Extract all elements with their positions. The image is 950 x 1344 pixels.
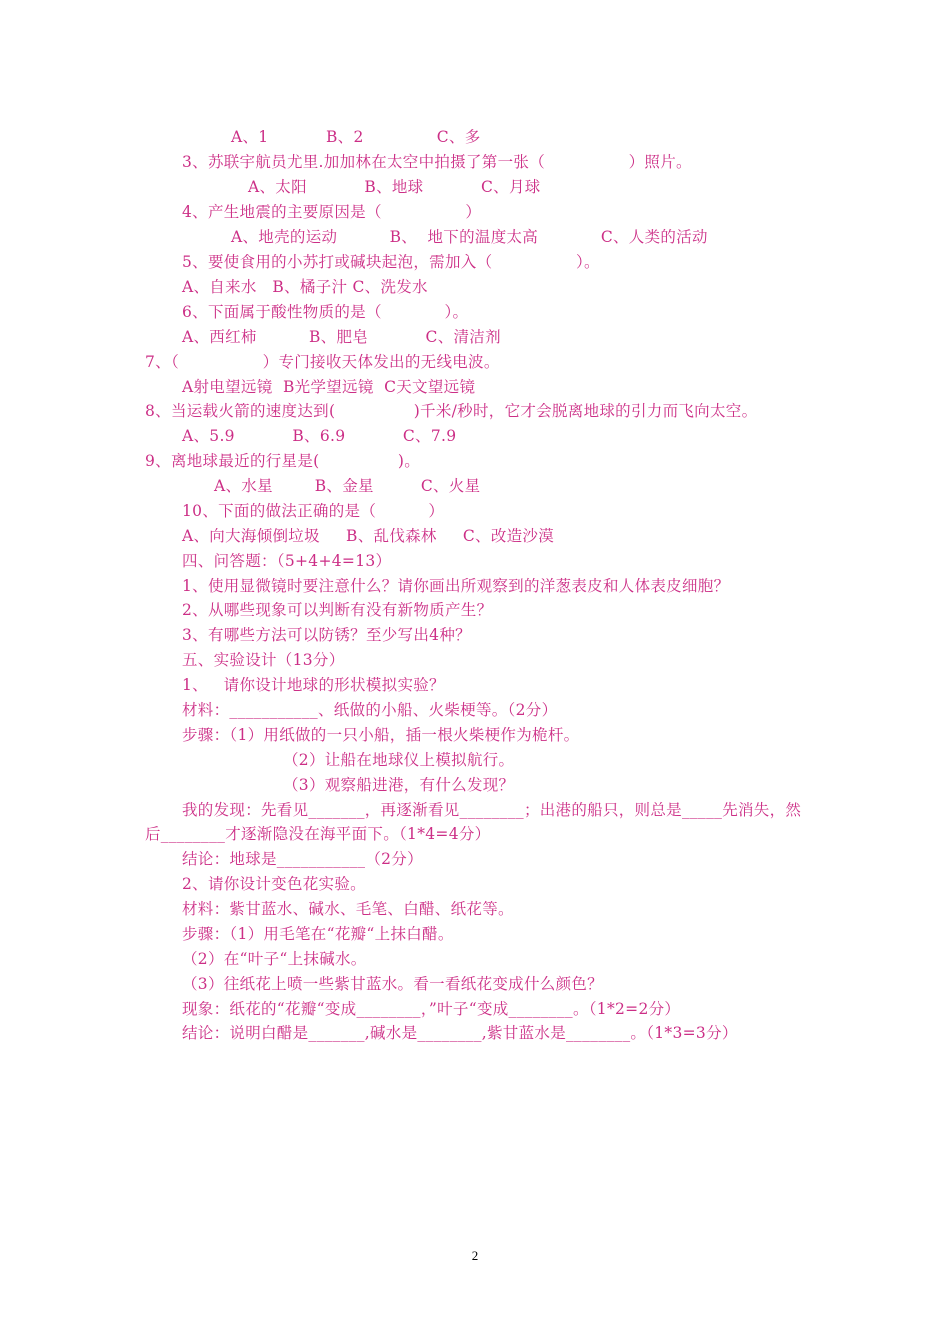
- q6-options: A、西红柿 B、肥皂 C、清洁剂: [182, 328, 501, 346]
- section-5-heading: 五、实验设计（13分）: [182, 651, 345, 669]
- question-6: 6、下面属于酸性物质的是（ ）。: [182, 303, 469, 321]
- q2-options: A、1 B、2 C、多: [231, 128, 481, 146]
- experiment-1-step-1: 步骤：（1）用纸做的一只小船，插一根火柴梗作为桅杆。: [182, 726, 580, 744]
- experiment-1-findings: 我的发现：先看见_______，再逐渐看见________；出港的船只，则总是_____先消失，然: [182, 801, 802, 819]
- question-9: 9、离地球最近的行星是( )。: [145, 452, 421, 470]
- qa-question-3: 3、有哪些方法可以防锈？至少写出4种？: [182, 626, 471, 644]
- experiment-1-materials: 材料：___________、纸做的小船、火柴梗等。（2分）: [182, 701, 558, 719]
- question-5: 5、要使食用的小苏打或碱块起泡，需加入（ ）。: [182, 253, 600, 271]
- experiment-1-findings-cont: 后________才逐渐隐没在海平面下。（1*4=4分）: [145, 825, 491, 843]
- section-4-heading: 四、问答题：（5+4+4=13）: [182, 552, 392, 570]
- question-4: 4、产生地震的主要原因是（ ）: [182, 203, 482, 221]
- q3-options: A、太阳 B、地球 C、月球: [248, 178, 541, 196]
- q8-options: A、5.9 B、6.9 C、7.9: [182, 427, 457, 445]
- q4-options: A、地壳的运动 B、 地下的温度太高 C、人类的活动: [231, 228, 708, 246]
- experiment-2-title: 2、请你设计变色花实验。: [182, 875, 366, 893]
- question-10: 10、下面的做法正确的是（ ）: [182, 502, 445, 520]
- experiment-2-step-3: （3）往纸花上喷一些紫甘蓝水。看一看纸花变成什么颜色？: [182, 975, 603, 993]
- q5-options: A、自来水 B、橘子汁 C、洗发水: [182, 278, 428, 296]
- experiment-2-step-1: 步骤：（1）用毛笔在“花瓣“上抹白醋。: [182, 925, 454, 943]
- experiment-1-conclusion: 结论：地球是___________（2分）: [182, 850, 423, 868]
- qa-question-1: 1、使用显微镜时要注意什么？请你画出所观察到的洋葱表皮和人体表皮细胞？: [182, 577, 730, 595]
- experiment-1-title: 1、 请你设计地球的形状模拟实验？: [182, 676, 445, 694]
- experiment-2-materials: 材料：紫甘蓝水、碱水、毛笔、白醋、纸花等。: [182, 900, 514, 918]
- experiment-2-phenomenon: 现象：纸花的“花瓣“变成________，”叶子“变成________。（1*2=2分）: [182, 1000, 681, 1018]
- experiment-2-step-2: （2）在“叶子“上抹碱水。: [182, 950, 367, 968]
- q9-options: A、水星 B、金星 C、火星: [214, 477, 481, 495]
- q10-options: A、向大海倾倒垃圾 B、乱伐森林 C、改造沙漠: [182, 527, 555, 545]
- question-3: 3、苏联宇航员尤里.加加林在太空中拍摄了第一张（ ）照片。: [182, 153, 692, 171]
- experiment-1-step-3: （3）观察船进港，有什么发现？: [283, 776, 515, 794]
- question-8: 8、当运载火箭的速度达到( )千米/秒时，它才会脱离地球的引力而飞向太空。: [145, 402, 758, 420]
- experiment-2-conclusion: 结论：说明白醋是_______,碱水是________,紫甘蓝水是________。（1*3=3分）: [182, 1024, 738, 1042]
- q7-options: A射电望远镜 B光学望远镜 C天文望远镜: [182, 378, 476, 396]
- question-7: 7、（ ）专门接收天体发出的无线电波。: [145, 353, 500, 371]
- page-number: 2: [471, 1248, 479, 1263]
- experiment-1-step-2: （2）让船在地球仪上模拟航行。: [283, 751, 515, 769]
- qa-question-2: 2、从哪些现象可以判断有没有新物质产生？: [182, 601, 493, 619]
